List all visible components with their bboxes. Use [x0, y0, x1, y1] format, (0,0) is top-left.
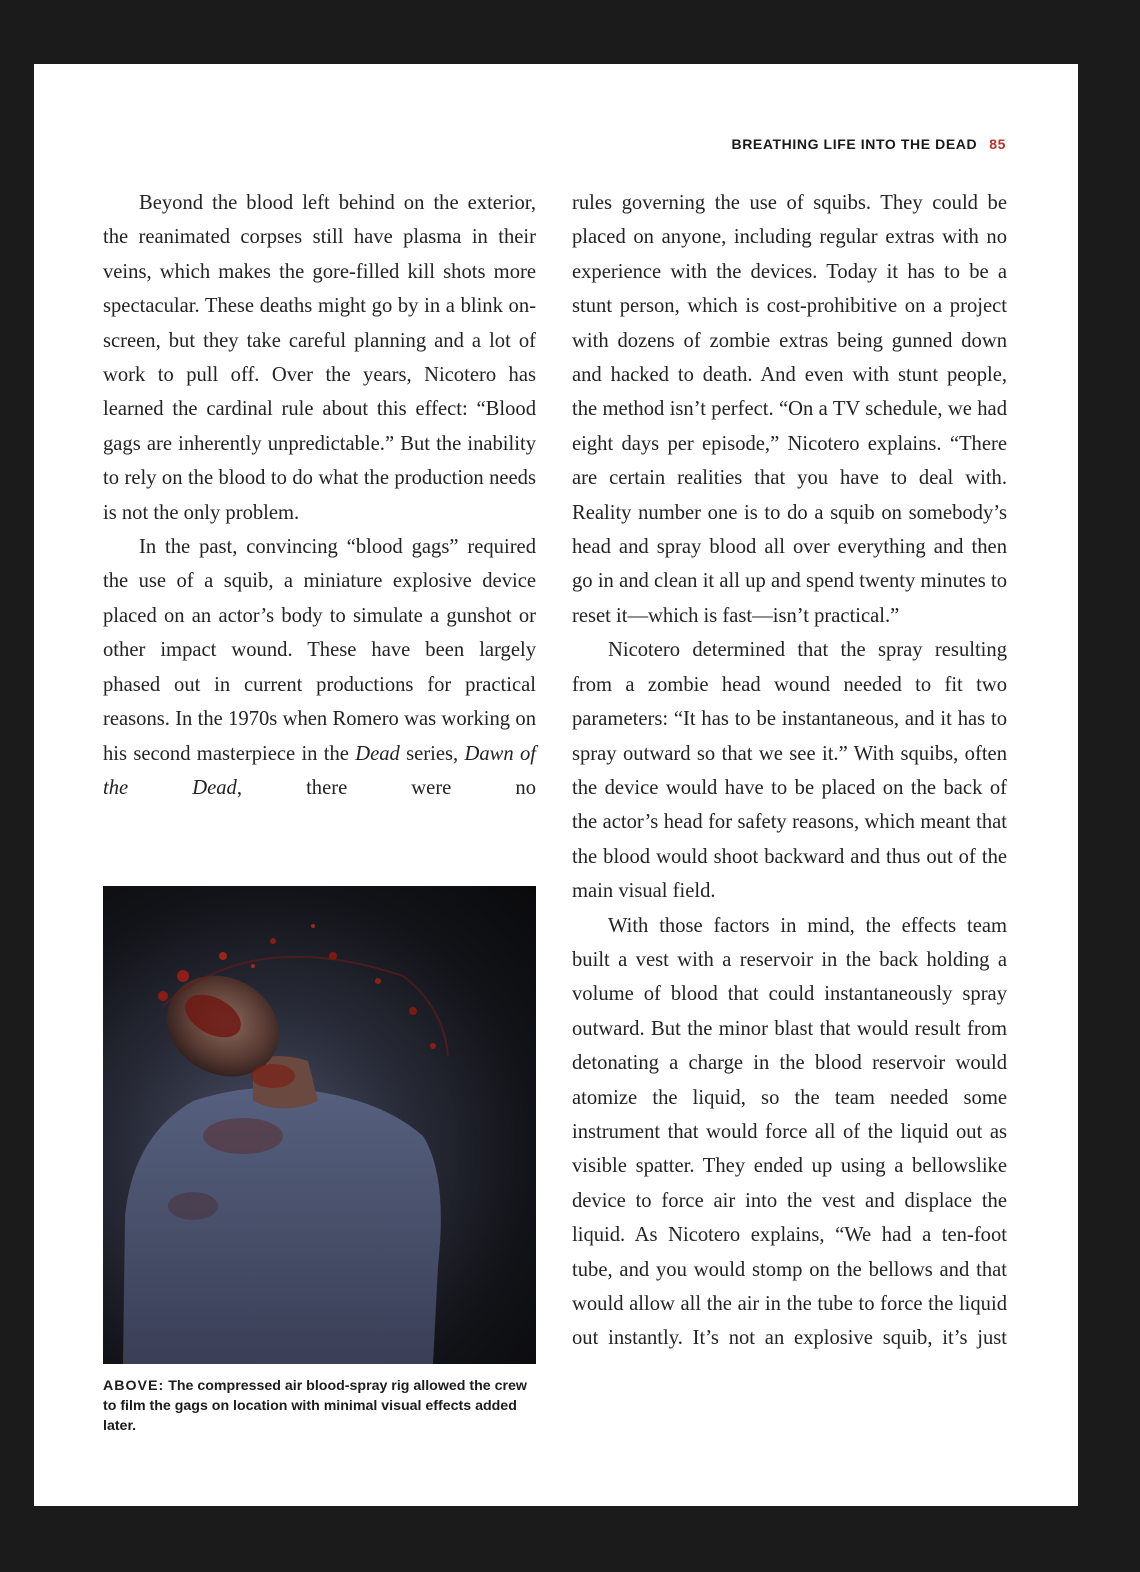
wound-shape [251, 1064, 295, 1088]
page-number: 85 [989, 136, 1006, 152]
blood-stain [168, 1192, 218, 1220]
left-column [103, 186, 536, 805]
blood-drop [177, 970, 189, 982]
torso-shape [123, 1088, 441, 1364]
paragraph: Nicotero determined that the spray resulting from a zombie head wound needed to fit two parameters: “It has to be instantaneous, and it has to spray outward so that we see it.” With squibs, often the device would have to be placed on the back of the actor’s head for safety reasons, which meant that the blood would shoot backward and thus out of the main visual field. [572, 639, 1007, 903]
blood-drop [270, 938, 276, 944]
paragraph-text: , there were no [236, 776, 536, 799]
paragraph: rules governing the use of squibs. They could be placed on anyone, including regular extras with no experience with the devices. Today it has to be a stunt person, which is cost-prohibitive on a project with dozens of zombie extras being gunned down and hacked to death. And even with stunt people, the method isn’t perfect. “On a TV schedule, we had eight days per episode,” Nicotero explains. “There are certain realities that you have to deal with. Reality number one is to do a squib on somebody’s head and spray blood all over everything and then go in and clean it all up and spend twenty minutes to reset it—which is fast—isn’t practical.” [572, 192, 1007, 627]
paragraph-text: series, [399, 742, 465, 765]
blood-drop [311, 924, 315, 928]
blood-drop [375, 978, 381, 984]
blood-drop [251, 964, 255, 968]
running-title: BREATHING LIFE INTO THE DEAD [731, 136, 978, 152]
book-page [34, 64, 1078, 1506]
running-head [731, 136, 1006, 152]
italic-title: Dawn of the Dead [103, 742, 536, 799]
paragraph: Beyond the blood left behind on the exterior, the reanimated corpses still have plasma in their veins, which makes the gore-filled kill shots more spectacular. These deaths might go by in a blink on-screen, but they take careful planning and a lot of work to pull off. Over the years, Nicotero has learned the cardinal rule about this effect: “Blood gags are inherently unpredictable.” But the inability to rely on the blood to do what the production needs is not the only problem. [103, 192, 536, 524]
italic-title: Dead [355, 742, 400, 765]
paragraph: With those factors in mind, the effects team built a vest with a reservoir in the back holding a volume of blood that could instantaneously spray outward. But the minor blast that would result from detonating a charge in the blood reservoir would atomize the liquid, so the team needed some instrument that would force all of the liquid out as visible spatter. They ended up using a bellowslike device to force air into the vest and displace the liquid. As Nicotero explains, “We had a ten-foot tube, and you would stomp on the bellows and that would allow all the air in the tube to force the liquid out instantly. It’s not an explosive squib, it’s just [572, 914, 1007, 1350]
blood-drop [409, 1007, 417, 1015]
blood-drop [430, 1043, 436, 1049]
figure-caption [103, 1376, 536, 1436]
blood-stain [203, 1118, 283, 1154]
right-column [572, 186, 1007, 1356]
photo-illustration [103, 886, 536, 1364]
zombie-photo [103, 886, 536, 1364]
blood-drop [219, 952, 227, 960]
caption-lead: ABOVE: [103, 1378, 165, 1394]
paragraph-text: In the past, convincing “blood gags” required the use of a squib, a miniature explosive device placed on an actor’s body to simulate a gunshot or other impact wound. These have been largely phased out in current productions for practical reasons. In the 1970s when Romero was working on his second masterpiece in the [103, 536, 536, 765]
caption-text: The compressed air blood-spray rig allowed the crew to film the gags on location with minimal visual effects added later. [103, 1378, 527, 1434]
paragraph [103, 530, 536, 805]
blood-drop [158, 991, 168, 1001]
